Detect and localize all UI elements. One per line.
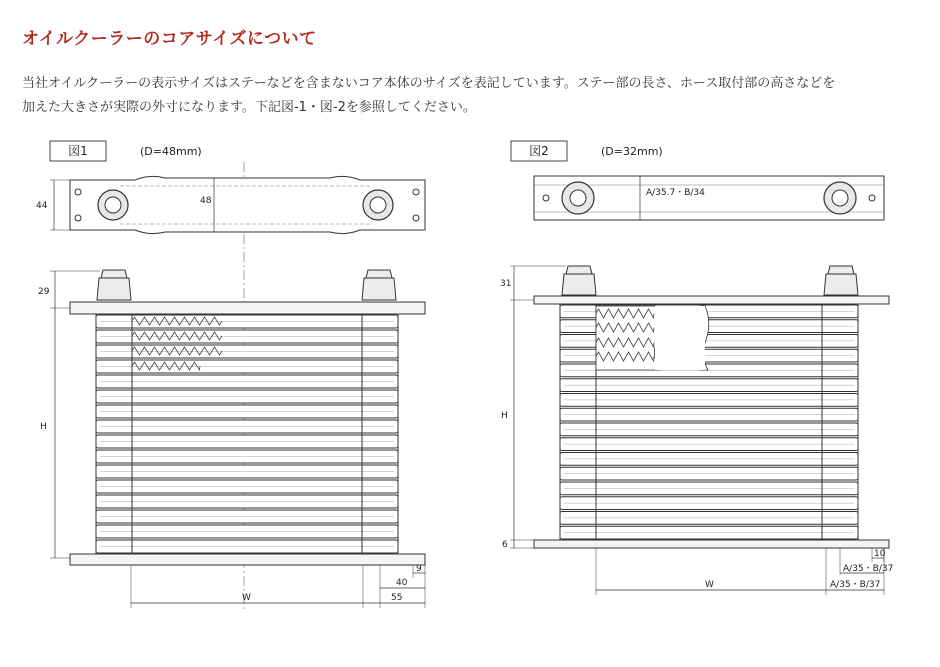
figure-2 — [500, 141, 893, 595]
figure-1-dim-40: 40 — [396, 578, 408, 588]
figure-2-front-view — [534, 266, 889, 548]
figure-1-top-view — [70, 176, 425, 233]
figure-1-dim-29: 29 — [38, 287, 50, 297]
figure-1-dim-44: 44 — [36, 201, 48, 211]
figure-1-dim-W: W — [242, 593, 251, 603]
figure-1-dim-H: H — [40, 422, 47, 432]
figure-2-label: 図2 — [529, 144, 549, 158]
figure-2-top-view — [534, 176, 884, 220]
figure-2-dim-6: 6 — [502, 540, 508, 550]
figure-2-dim-A2: A/35・B/37 — [843, 564, 894, 574]
figure-1-dim-55: 55 — [391, 593, 403, 603]
page-title: オイルクーラーのコアサイズについて — [22, 29, 317, 49]
figure-2-dim-W: W — [705, 580, 714, 590]
figure-2-depth: (D=32mm) — [601, 145, 663, 158]
figure-1-dim-9: 9 — [416, 564, 422, 574]
figure-1-dim-48: 48 — [200, 196, 212, 206]
description-line-2: 加えた大きさが実際の外寸になります。下記図-1・図-2を参照してください。 — [22, 100, 476, 115]
figure-2-dim-H: H — [501, 411, 508, 421]
figure-1-depth: (D=48mm) — [140, 145, 202, 158]
figure-2-dim-10: 10 — [874, 549, 886, 559]
figure-1 — [36, 141, 425, 612]
description-line-1: 当社オイルクーラーの表示サイズはステーなどを含まないコア本体のサイズを表記しています。ステー部の長さ、ホース取付部の高さなどを — [22, 76, 836, 91]
figure-2-dim-31: 31 — [500, 279, 512, 289]
figure-2-dim-A3: A/35・B/37 — [830, 580, 881, 590]
figure-2-dim-A: A/35.7・B/34 — [646, 188, 705, 198]
figure-1-label: 図1 — [68, 144, 88, 158]
figure-1-front-view — [70, 270, 425, 565]
figure-1-fins — [96, 315, 398, 553]
